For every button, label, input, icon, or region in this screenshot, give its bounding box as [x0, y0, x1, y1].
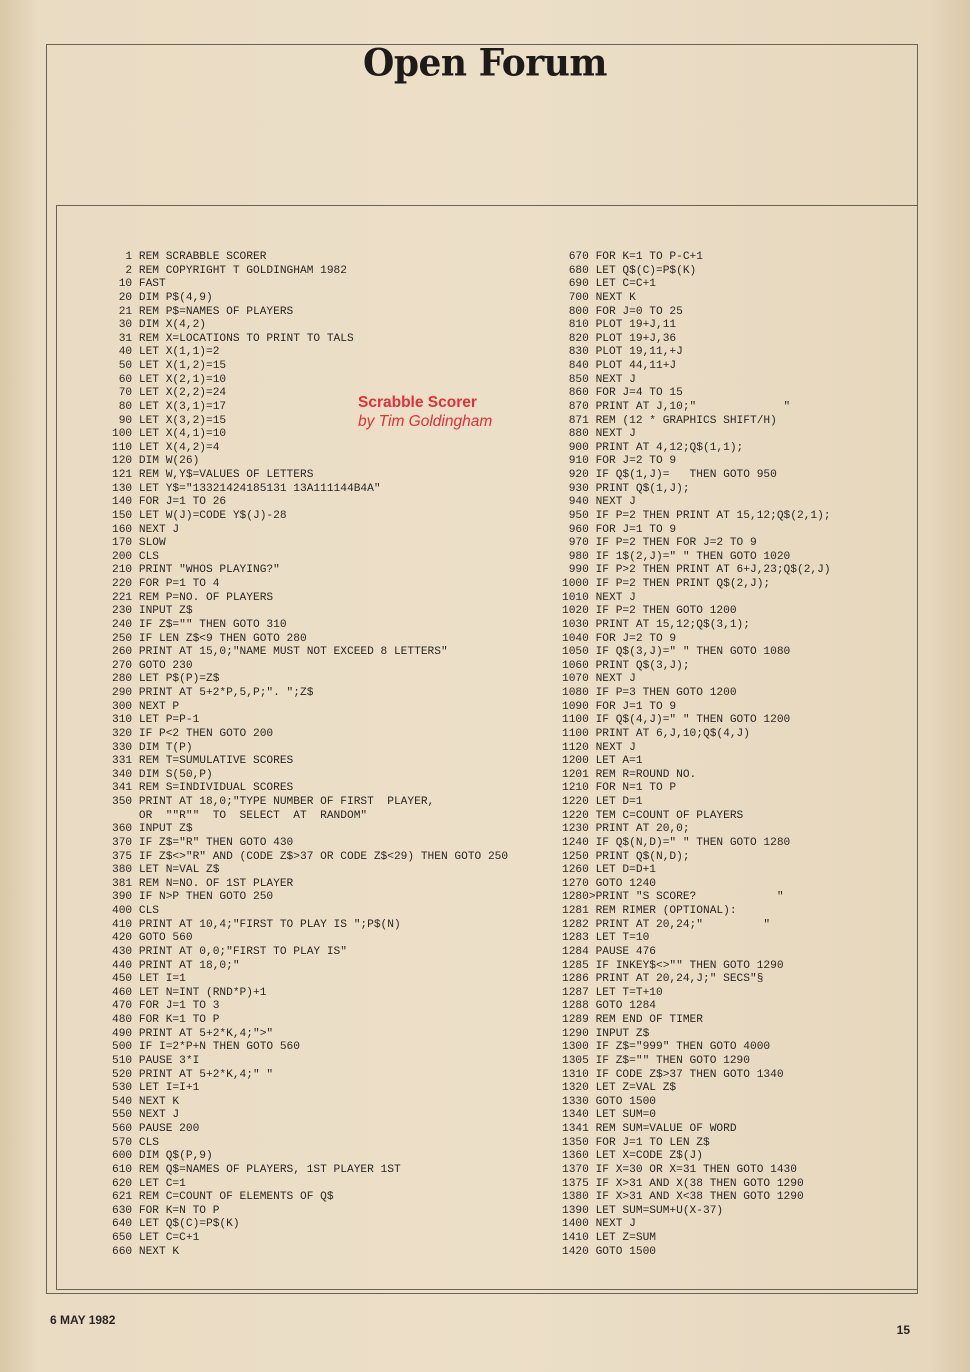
code-line: 130 LET Y$="13321424185131 13A111144B4A" — [112, 482, 381, 495]
code-line: 290 PRINT AT 5+2*P,5,P;". ";Z$ — [112, 687, 314, 699]
code-line: 630 FOR K=N TO P — [112, 1204, 220, 1217]
code-line: 940 NEXT J — [562, 496, 636, 509]
code-line: 1270 GOTO 1240 — [562, 877, 656, 890]
code-line: 1 REM SCRABBLE SCORER — [112, 251, 267, 263]
code-line: 1220 TEM C=COUNT OF PLAYERS — [562, 809, 744, 822]
code-line: 820 PLOT 19+J,36 — [562, 332, 677, 345]
code-line: 920 IF Q$(1,J)= THEN GOTO 950 — [562, 469, 777, 481]
code-line: 1050 IF Q$(3,J)=" " THEN GOTO 1080 — [562, 646, 791, 659]
code-line: 40 LET X(1,1)=2 — [112, 346, 220, 359]
code-line: 340 DIM S(50,P) — [112, 768, 213, 781]
code-line: 1281 REM RIMER (OPTIONAL): — [562, 905, 737, 917]
code-line: 1260 LET D=D+1 — [562, 864, 656, 877]
code-line: 330 DIM T(P) — [112, 741, 193, 754]
code-line: 1300 IF Z$="999" THEN GOTO 4000 — [562, 1041, 771, 1054]
code-line: 1390 LET SUM=SUM+U(X-37) — [562, 1204, 724, 1217]
code-line: 390 IF N>P THEN GOTO 250 — [112, 891, 274, 904]
code-line: 30 DIM X(4,2) — [112, 319, 206, 332]
code-line: 1305 IF Z$="" THEN GOTO 1290 — [562, 1054, 750, 1067]
code-line: 621 REM C=COUNT OF ELEMENTS OF Q$ — [112, 1191, 334, 1204]
code-line: 530 LET I=I+1 — [112, 1082, 200, 1095]
code-line: 620 LET C=1 — [112, 1177, 186, 1190]
code-line: 1420 GOTO 1500 — [562, 1245, 656, 1258]
program-listing-right — [562, 251, 907, 1259]
code-line: 160 NEXT J — [112, 523, 180, 536]
code-line: 1020 IF P=2 THEN GOTO 1200 — [562, 605, 737, 618]
code-line: 540 NEXT K — [112, 1095, 180, 1108]
code-line: 970 IF P=2 THEN FOR J=2 TO 9 — [562, 537, 757, 550]
code-line: 230 INPUT Z$ — [112, 605, 193, 618]
code-line: 1330 GOTO 1500 — [562, 1095, 656, 1108]
code-line: 410 PRINT AT 10,4;"FIRST TO PLAY IS ";P$(N) — [112, 918, 401, 931]
code-line: 120 DIM W(26) — [112, 455, 200, 468]
code-line: 1100 PRINT AT 6,J,10;Q$(4,J) — [562, 727, 750, 740]
code-line: 860 FOR J=4 TO 15 — [562, 387, 683, 400]
code-line: 420 GOTO 560 — [112, 932, 193, 945]
code-line: 1200 LET A=1 — [562, 755, 643, 768]
code-line: 60 LET X(2,1)=10 — [112, 373, 227, 386]
code-line: 610 REM Q$=NAMES OF PLAYERS, 1ST PLAYER 1ST — [112, 1163, 401, 1176]
code-line: 381 REM N=NO. OF 1ST PLAYER — [112, 877, 294, 890]
code-line: 50 LET X(1,2)=15 — [112, 360, 227, 372]
code-line: 980 IF 1$(2,J)=" " THEN GOTO 1020 — [562, 550, 791, 563]
code-line: 1288 GOTO 1284 — [562, 1000, 656, 1013]
code-line: 1282 PRINT AT 20,24;" " — [562, 918, 771, 931]
code-line: 490 PRINT AT 5+2*K,4;">" — [112, 1027, 274, 1040]
code-line: 1220 LET D=1 — [562, 796, 643, 808]
code-line: 840 PLOT 44,11+J — [562, 360, 677, 372]
code-line: 800 FOR J=0 TO 25 — [562, 305, 683, 318]
code-line: 2 REM COPYRIGHT T GOLDINGHAM 1982 — [112, 264, 347, 277]
code-line: 1080 IF P=3 THEN GOTO 1200 — [562, 687, 737, 699]
code-line: 440 PRINT AT 18,0;" — [112, 959, 240, 972]
code-line: 660 NEXT K — [112, 1245, 180, 1258]
code-line: 1240 IF Q$(N,D)=" " THEN GOTO 1280 — [562, 836, 791, 849]
article-byline: by Tim Goldingham — [358, 413, 493, 430]
code-line: 950 IF P=2 THEN PRINT AT 15,12;Q$(2,1); — [562, 509, 831, 522]
code-line: 380 LET N=VAL Z$ — [112, 864, 220, 877]
code-line: 1290 INPUT Z$ — [562, 1027, 650, 1040]
code-line: 460 LET N=INT (RND*P)+1 — [112, 986, 267, 999]
code-line: 1070 NEXT J — [562, 673, 636, 686]
code-line: 270 GOTO 230 — [112, 659, 193, 672]
issue-date: 6 MAY 1982 — [50, 1313, 116, 1327]
code-line: 1283 LET T=10 — [562, 932, 650, 945]
code-line: 1280>PRINT "S SCORE? " — [562, 891, 784, 904]
article-heading — [358, 393, 538, 431]
code-line: 1090 FOR J=1 TO 9 — [562, 700, 677, 713]
code-line: 520 PRINT AT 5+2*K,4;" " — [112, 1068, 274, 1081]
page-number: 15 — [896, 1323, 910, 1337]
code-line: 1040 FOR J=2 TO 9 — [562, 632, 677, 645]
code-line: 680 LET Q$(C)=P$(K) — [562, 264, 697, 277]
code-line: 150 LET W(J)=CODE Y$(J)-28 — [112, 509, 287, 522]
code-line: 200 CLS — [112, 550, 159, 563]
code-line: 910 FOR J=2 TO 9 — [562, 455, 677, 468]
code-line: 480 FOR K=1 TO P — [112, 1014, 220, 1026]
code-line: 110 LET X(4,2)=4 — [112, 441, 220, 454]
code-line: 210 PRINT "WHOS PLAYING?" — [112, 564, 280, 577]
code-line: OR ""R"" TO SELECT AT RANDOM" — [112, 809, 368, 822]
code-line: 1410 LET Z=SUM — [562, 1232, 656, 1244]
code-line: 121 REM W,Y$=VALUES OF LETTERS — [112, 469, 314, 481]
code-line: 331 REM T=SUMULATIVE SCORES — [112, 755, 294, 768]
code-line: 1375 IF X>31 AND X(38 THEN GOTO 1290 — [562, 1177, 804, 1190]
code-line: 1010 NEXT J — [562, 591, 636, 604]
code-line: 350 PRINT AT 18,0;"TYPE NUMBER OF FIRST PLAYER, — [112, 796, 435, 808]
code-line: 510 PAUSE 3*I — [112, 1054, 200, 1067]
code-line: 1370 IF X=30 OR X=31 THEN GOTO 1430 — [562, 1163, 797, 1176]
code-line: 1289 REM END OF TIMER — [562, 1014, 703, 1026]
code-line: 375 IF Z$<>"R" AND (CODE Z$>37 OR CODE Z$<29) THEN GOTO 250 — [112, 850, 509, 863]
code-line: 220 FOR P=1 TO 4 — [112, 578, 220, 590]
code-line: 900 PRINT AT 4,12;Q$(1,1); — [562, 441, 744, 454]
code-line: 960 FOR J=1 TO 9 — [562, 523, 677, 536]
code-line: 310 LET P=P-1 — [112, 714, 200, 727]
code-line: 1400 NEXT J — [562, 1218, 636, 1231]
section-title: Open Forum — [363, 40, 607, 86]
code-line: 1285 IF INKEY$<>"" THEN GOTO 1290 — [562, 959, 784, 972]
code-line: 830 PLOT 19,11,+J — [562, 346, 683, 359]
code-line: 640 LET Q$(C)=P$(K) — [112, 1218, 240, 1231]
code-line: 90 LET X(3,2)=15 — [112, 414, 227, 427]
code-line: 550 NEXT J — [112, 1109, 180, 1122]
code-line: 1286 PRINT AT 20,24,J;" SECS"§ — [562, 973, 764, 986]
code-line: 650 LET C=C+1 — [112, 1232, 200, 1244]
code-line: 10 FAST — [112, 278, 166, 291]
code-line: 240 IF Z$="" THEN GOTO 310 — [112, 618, 287, 631]
code-line: 1230 PRINT AT 20,0; — [562, 823, 690, 836]
code-line: 31 REM X=LOCATIONS TO PRINT TO TALS — [112, 332, 354, 345]
code-line: 871 REM (12 * GRAPHICS SHIFT/H) — [562, 414, 777, 427]
code-line: 1350 FOR J=1 TO LEN Z$ — [562, 1136, 710, 1149]
code-line: 400 CLS — [112, 905, 159, 917]
code-line: 810 PLOT 19+J,11 — [562, 319, 677, 332]
code-line: 470 FOR J=1 TO 3 — [112, 1000, 220, 1013]
code-line: 870 PRINT AT J,10;" " — [562, 400, 791, 413]
code-line: 1000 IF P=2 THEN PRINT Q$(2,J); — [562, 578, 771, 590]
code-line: 700 NEXT K — [562, 291, 636, 304]
code-line: 1210 FOR N=1 TO P — [562, 782, 677, 795]
code-line: 1341 REM SUM=VALUE OF WORD — [562, 1123, 737, 1135]
code-line: 100 LET X(4,1)=10 — [112, 428, 227, 441]
code-line: 850 NEXT J — [562, 373, 636, 386]
code-line: 260 PRINT AT 15,0;"NAME MUST NOT EXCEED 8 LETTERS" — [112, 646, 448, 659]
article-title: Scrabble Scorer — [358, 394, 477, 411]
code-line: 690 LET C=C+1 — [562, 278, 656, 291]
code-line: 1250 PRINT Q$(N,D); — [562, 850, 690, 863]
code-line: 1340 LET SUM=0 — [562, 1109, 656, 1122]
code-line: 880 NEXT J — [562, 428, 636, 441]
code-line: 21 REM P$=NAMES OF PLAYERS — [112, 305, 294, 318]
code-line: 320 IF P<2 THEN GOTO 200 — [112, 727, 274, 740]
code-line: 430 PRINT AT 0,0;"FIRST TO PLAY IS" — [112, 945, 347, 958]
code-line: 70 LET X(2,2)=24 — [112, 387, 227, 400]
code-line: 1380 IF X>31 AND X<38 THEN GOTO 1290 — [562, 1191, 804, 1204]
code-line: 1284 PAUSE 476 — [562, 945, 656, 958]
code-line: 450 LET I=1 — [112, 973, 186, 986]
code-line: 1201 REM R=ROUND NO. — [562, 768, 697, 781]
code-line: 1060 PRINT Q$(3,J); — [562, 659, 690, 672]
code-line: 360 INPUT Z$ — [112, 823, 193, 836]
code-line: 1120 NEXT J — [562, 741, 636, 754]
code-line: 600 DIM Q$(P,9) — [112, 1150, 213, 1163]
code-line: 990 IF P>2 THEN PRINT AT 6+J,23;Q$(2,J) — [562, 564, 831, 577]
code-line: 1030 PRINT AT 15,12;Q$(3,1); — [562, 618, 750, 631]
code-line: 670 FOR K=1 TO P-C+1 — [562, 251, 703, 263]
code-line: 20 DIM P$(4,9) — [112, 291, 213, 304]
code-line: 500 IF I=2*P+N THEN GOTO 560 — [112, 1041, 300, 1054]
code-line: 1320 LET Z=VAL Z$ — [562, 1082, 677, 1095]
code-line: 170 SLOW — [112, 537, 166, 550]
code-line: 80 LET X(3,1)=17 — [112, 400, 227, 413]
code-line: 370 IF Z$="R" THEN GOTO 430 — [112, 836, 294, 849]
code-line: 1360 LET X=CODE Z$(J) — [562, 1150, 703, 1163]
code-line: 930 PRINT Q$(1,J); — [562, 482, 690, 495]
code-line: 300 NEXT P — [112, 700, 180, 713]
code-line: 341 REM S=INDIVIDUAL SCORES — [112, 782, 294, 795]
code-line: 1310 IF CODE Z$>37 THEN GOTO 1340 — [562, 1068, 784, 1081]
code-line: 560 PAUSE 200 — [112, 1123, 200, 1135]
code-line: 1287 LET T=T+10 — [562, 986, 663, 999]
code-line: 221 REM P=NO. OF PLAYERS — [112, 591, 274, 604]
code-line: 570 CLS — [112, 1136, 159, 1149]
code-line: 140 FOR J=1 TO 26 — [112, 496, 227, 509]
code-line: 280 LET P$(P)=Z$ — [112, 673, 220, 686]
code-line: 250 IF LEN Z$<9 THEN GOTO 280 — [112, 632, 307, 645]
code-line: 1100 IF Q$(4,J)=" " THEN GOTO 1200 — [562, 714, 791, 727]
